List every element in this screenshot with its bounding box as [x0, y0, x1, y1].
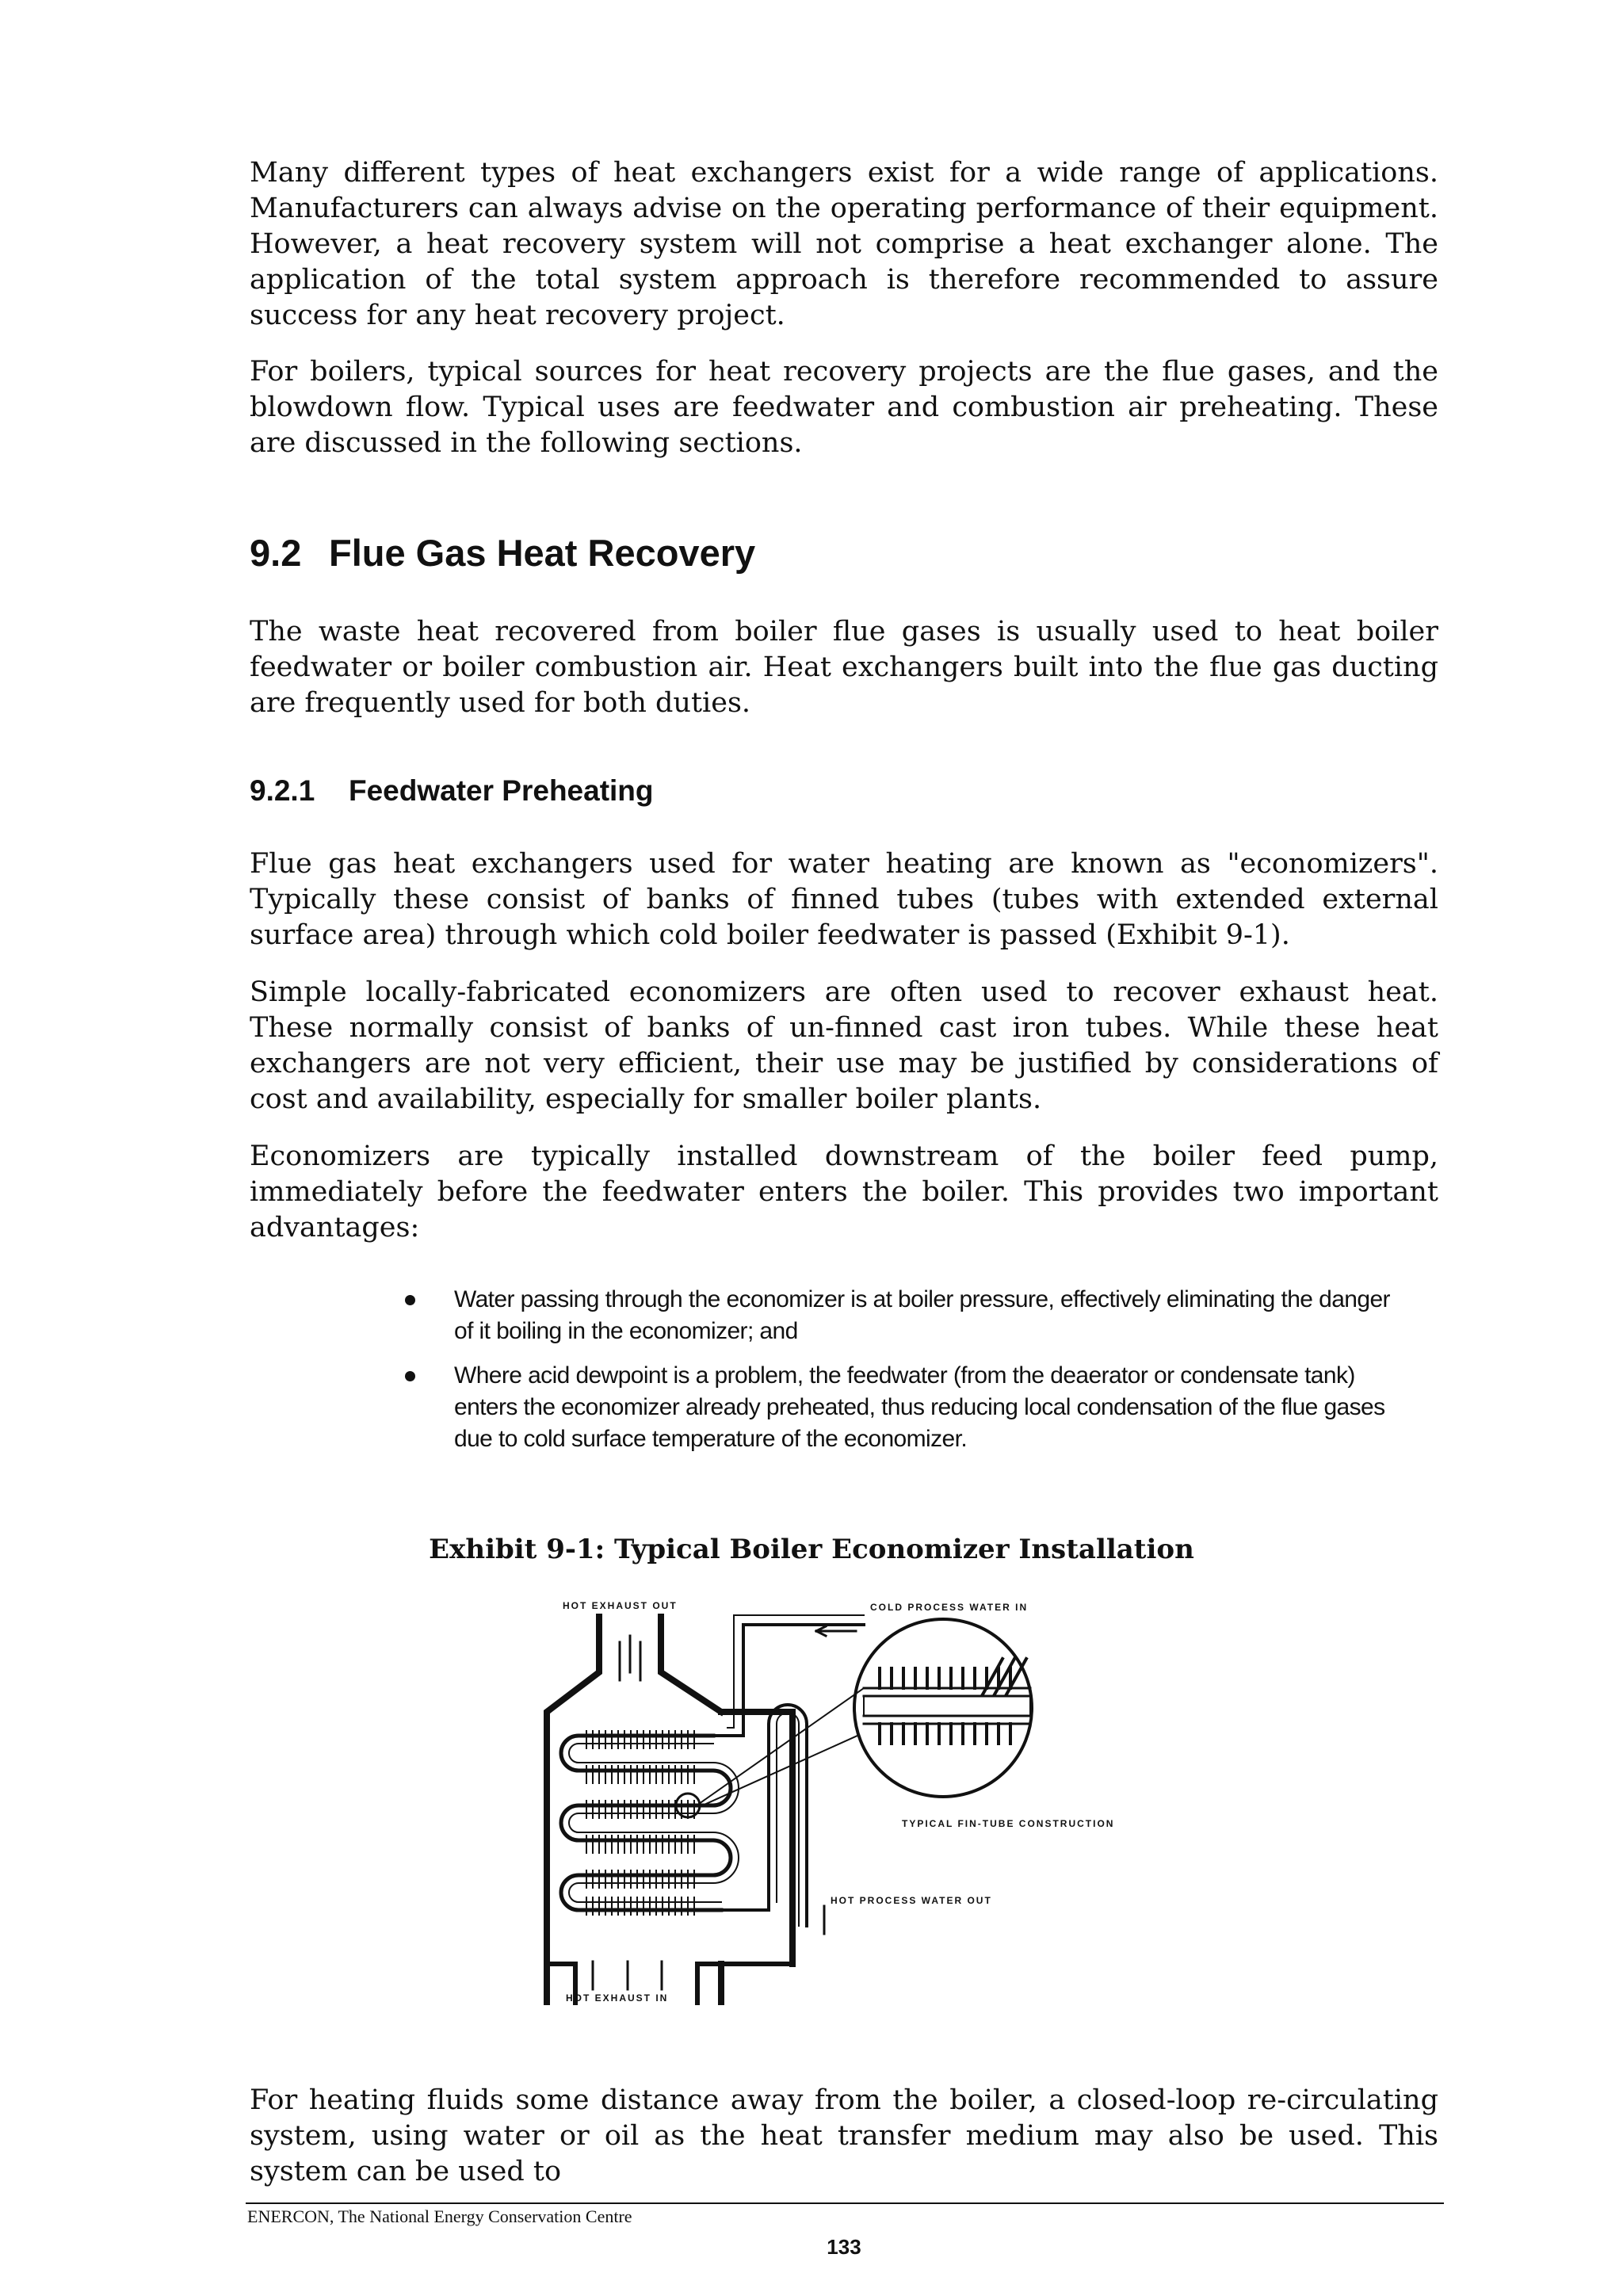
paragraph-waste-heat: The waste heat recovered from boiler flue gases is usually used to heat boiler feedwater or boiler combustion air. Heat exchangers built into the flue gas ducting are frequently used for both duties.	[250, 616, 1438, 719]
subsection-number: 9.2.1	[250, 774, 315, 807]
paragraph-locally-fabricated: Simple locally-fabricated economizers are often used to recover exhaust heat. These normally consist of banks of un-finned cast iron tubes. While these heat exchangers are not very efficient, their use may be justified by considerations of cost and availability, especially for smaller boiler plants.	[250, 976, 1438, 1115]
list-item: Where acid dewpoint is a problem, the feedwater (from the deaerator or condensate tank) enters the economizer already preheated, thus reducing local condensation of the flue gases due to cold surface temperature of the economizer.	[400, 1360, 1391, 1455]
economizer-drawing	[531, 1593, 1149, 2005]
paragraph-heat-exchangers: Many different types of heat exchangers exist for a wide range of applications. Manufacturers can always advise on the operating performance of their equipment. However, a heat recovery system will not comprise a heat exchanger alone. The application of the total system approach is therefore recommended to assure success for any heat recovery project.	[250, 157, 1438, 331]
paragraph-installed-downstream: Economizers are typically installed downstream of the boiler feed pump, immediately before the feedwater enters the boiler. This provides two important advantages:	[250, 1140, 1438, 1244]
advantages-list	[400, 1284, 1391, 1468]
label-hot-process-water-out: HOT PROCESS WATER OUT	[831, 1895, 992, 1906]
label-hot-exhaust-in: HOT EXHAUST IN	[566, 1992, 669, 2004]
paragraph-boiler-sources: For boilers, typical sources for heat recovery projects are the flue gases, and the blowdown flow. Typical uses are feedwater and combustion air preheating. These are discussed in the following sections.	[250, 356, 1438, 459]
bullet-dot-icon	[405, 1295, 415, 1305]
economizer-diagram	[531, 1593, 1149, 2005]
paragraph-economizers: Flue gas heat exchangers used for water heating are known as "economizers". Typically these consist of banks of finned tubes (tubes with extended external surface area) through which cold boiler feedwater is passed (Exhibit 9-1).	[250, 848, 1438, 951]
footer-divider	[246, 2202, 1444, 2204]
page-number: 133	[827, 2235, 861, 2259]
section-number: 9.2	[250, 532, 302, 574]
exhibit-caption: Exhibit 9-1: Typical Boiler Economizer Installation	[429, 1534, 1194, 1565]
subsection-title: Feedwater Preheating	[349, 774, 654, 807]
list-item: Water passing through the economizer is at boiler pressure, effectively eliminating the danger of it boiling in the economizer; and	[400, 1284, 1391, 1347]
section-title: Flue Gas Heat Recovery	[329, 532, 756, 574]
bullet-dot-icon	[405, 1371, 415, 1381]
footer-organization: ENERCON, The National Energy Conservation Centre	[247, 2206, 632, 2226]
paragraph-closed-loop: For heating fluids some distance away from the boiler, a closed-loop re-circulating system, using water or oil as the heat transfer medium may also be used. This system can be used to	[250, 2084, 1438, 2187]
label-hot-exhaust-out: HOT EXHAUST OUT	[563, 1600, 678, 1611]
section-heading	[250, 531, 755, 575]
subsection-heading	[250, 773, 654, 809]
label-cold-process-water-in: COLD PROCESS WATER IN	[870, 1602, 1029, 1613]
label-typical-fin-tube: TYPICAL FIN-TUBE CONSTRUCTION	[902, 1818, 1115, 1829]
